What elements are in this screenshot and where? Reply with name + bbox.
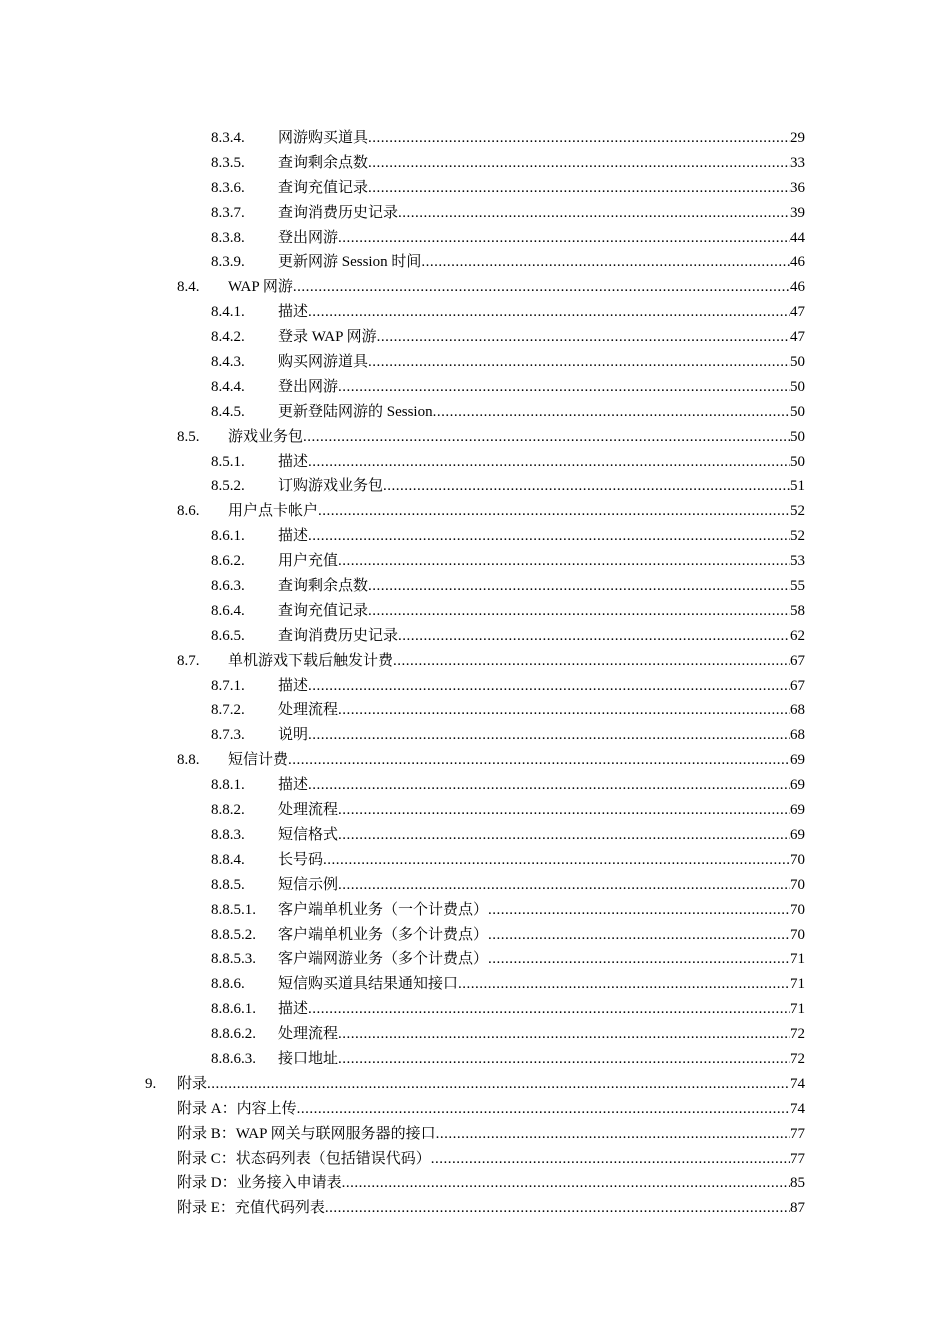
toc-entry-title[interactable]: 登出网游 [278,229,339,246]
toc-entry-page-number[interactable]: 55 [790,578,805,595]
dot-leader [308,773,790,798]
toc-entry-line[interactable] [278,549,805,574]
dot-leader [398,201,790,226]
toc-entry-page-number[interactable]: 69 [790,777,805,794]
toc-entry-page-number[interactable]: 46 [790,254,805,271]
toc-entry-title[interactable]: 更新网游 Session 时间 [278,254,422,271]
toc-entry[interactable] [0,425,950,450]
dot-leader [303,425,790,450]
dot-leader [377,325,790,350]
toc-entry-title[interactable]: 网游购买道具 [278,130,369,146]
toc-entry-number: 8.4.3. [211,354,245,371]
toc-entry[interactable] [0,549,950,574]
toc-entry-page-number[interactable]: 50 [790,403,805,420]
toc-entry[interactable] [0,898,950,923]
toc-entry-number: 8.4. [177,279,200,296]
toc-entry-title[interactable]: 描述 [278,1001,309,1018]
toc-entry-page-number[interactable]: 52 [790,503,805,520]
toc-entry-number: 8.8.5. [211,876,245,893]
toc-entry[interactable] [0,1022,950,1047]
toc-entry[interactable] [0,798,950,823]
toc-entry-title[interactable]: 游戏业务包 [228,428,304,445]
toc-entry-title[interactable]: 登录 WAP 网游 [278,329,377,346]
dot-leader [436,1122,790,1147]
dot-leader [338,873,790,898]
toc-entry-number: 8.8.3. [211,826,245,843]
toc-entry-number: 8.6.5. [211,627,245,644]
toc-entry-title[interactable]: 查询充值记录 [278,602,369,619]
toc-entry-number: 8.8.2. [211,802,245,819]
dot-leader [488,923,790,948]
toc-entry-number: 8.3.7. [211,204,245,221]
toc-entry-page-number[interactable]: 58 [790,602,805,619]
dot-leader [318,499,790,524]
toc-entry[interactable] [0,947,950,972]
toc-entry-line[interactable] [278,450,805,475]
toc-entry-title[interactable]: 附录 [177,1075,208,1092]
toc-entry-title[interactable]: 短信格式 [278,826,339,843]
toc-entry-page-number[interactable]: 70 [790,901,805,918]
dot-leader [338,698,790,723]
toc-entry-number: 9. [145,1075,157,1092]
toc-entry-page-number[interactable]: 47 [790,329,805,346]
toc-entry-page-number[interactable]: 68 [790,727,805,744]
toc-entry-line[interactable] [278,375,805,400]
toc-entry-page-number[interactable]: 71 [790,1001,805,1018]
toc-entry-number: 8.8.6. [211,976,245,993]
toc-entry-page-number[interactable]: 72 [790,1026,805,1043]
toc-entry[interactable] [0,923,950,948]
toc-entry-line[interactable] [278,898,805,923]
dot-leader [338,798,790,823]
toc-entry-title[interactable]: 短信示例 [278,876,339,893]
toc-entry-title[interactable]: 查询充值记录 [278,179,369,196]
toc-entry-line[interactable] [278,599,805,624]
dot-leader [368,574,790,599]
toc-entry[interactable] [0,599,950,624]
toc-entry-number: 8.6.3. [211,578,245,595]
toc-entry-page-number[interactable]: 33 [790,154,805,171]
toc-entry-line[interactable] [278,201,805,226]
toc-entry-page-number[interactable]: 62 [790,627,805,644]
toc-entry-number: 8.8.1. [211,777,245,794]
toc-entry-title[interactable]: 查询剩余点数 [278,154,369,171]
toc-entry-title[interactable]: 描述 [278,528,309,545]
toc-entry-page-number[interactable]: 71 [790,951,805,968]
toc-entry-title[interactable]: 购买网游道具 [278,354,369,371]
toc-entry-title[interactable]: 查询剩余点数 [278,578,369,595]
toc-entry-number: 8.7.3. [211,727,245,744]
toc-entry-number: 8.5. [177,428,200,445]
toc-entry-title[interactable]: 附录 D：业务接入申请表 [177,1175,342,1192]
toc-entry-number: 8.6.4. [211,602,245,619]
toc-entry-page-number[interactable]: 70 [790,926,805,943]
dot-leader [368,176,790,201]
toc-entry[interactable] [0,1147,950,1172]
toc-entry-number: 8.8.5.2. [211,926,256,943]
dot-leader [368,126,790,151]
toc-entry-page-number[interactable]: 74 [790,1075,805,1092]
toc-entry-title[interactable]: 客户端单机业务（多个计费点） [278,926,489,943]
toc-entry[interactable] [0,275,950,300]
toc-entry-title[interactable]: 客户端单机业务（一个计费点） [278,901,489,918]
dot-leader [338,1022,790,1047]
dot-leader [308,300,790,325]
toc-entry-line[interactable] [177,1147,805,1172]
toc-entry-number: 8.6.1. [211,528,245,545]
toc-entry-line[interactable] [177,1097,805,1122]
toc-entry-page-number[interactable]: 69 [790,802,805,819]
toc-entry-number: 8.8. [177,752,200,769]
toc-entry-line[interactable] [278,524,805,549]
toc-entry-line[interactable] [278,151,805,176]
toc-entry-title[interactable]: 短信购买道具结果通知接口 [278,976,459,993]
toc-entry-title[interactable]: WAP 网游 [228,279,293,296]
toc-entry-title[interactable]: 查询消费历史记录 [278,204,399,221]
dot-leader [383,474,790,499]
toc-entry-number: 8.3.5. [211,154,245,171]
toc-entry-line[interactable] [228,275,805,300]
toc-entry[interactable] [0,176,950,201]
toc-entry-line[interactable] [278,698,805,723]
toc-entry[interactable] [0,1047,950,1072]
toc-entry-line[interactable] [278,798,805,823]
toc-entry[interactable] [0,823,950,848]
toc-entry-title[interactable]: 客户端网游业务（多个计费点） [278,951,489,968]
toc-entry-line[interactable] [278,848,805,873]
toc-entry-title[interactable]: 附录 B：WAP 网关与联网服务器的接口 [177,1125,436,1142]
toc-entry-line[interactable] [278,1022,805,1047]
toc-entry-line[interactable] [278,226,805,251]
toc-entry-page-number[interactable]: 39 [790,204,805,221]
toc-entry-title[interactable]: 处理流程 [278,1026,339,1043]
toc-entry-page-number[interactable]: 87 [790,1200,805,1217]
toc-entry[interactable] [0,375,950,400]
toc-entry[interactable] [0,1122,950,1147]
toc-entry-page-number[interactable]: 53 [790,553,805,570]
toc-entry-line[interactable] [278,126,805,151]
toc-entry[interactable] [0,226,950,251]
toc-entry-title[interactable]: 登出网游 [278,378,339,395]
toc-entry-number: 8.8.5.3. [211,951,256,968]
toc-entry-number: 8.4.4. [211,378,245,395]
toc-entry-line[interactable] [278,300,805,325]
toc-entry-line[interactable] [228,499,805,524]
toc-entry-line[interactable] [278,474,805,499]
toc-entry[interactable] [0,1072,950,1097]
toc-entry[interactable] [0,698,950,723]
toc-entry-line[interactable] [278,947,805,972]
dot-leader [297,1097,790,1122]
toc-entry-title[interactable]: 更新登陆网游的 Session [278,403,433,420]
dot-leader [308,674,790,699]
toc-entry[interactable] [0,151,950,176]
toc-entry-number: 8.8.6.2. [211,1026,256,1043]
toc-entry-number: 8.4.2. [211,329,245,346]
toc-entry-line[interactable] [177,1122,805,1147]
toc-entry-page-number[interactable]: 36 [790,179,805,196]
toc-entry-page-number[interactable]: 50 [790,378,805,395]
toc-entry-line[interactable] [278,923,805,948]
toc-entry-page-number[interactable]: 50 [790,453,805,470]
toc-entry-page-number[interactable]: 72 [790,1050,805,1067]
dot-leader [308,450,790,475]
toc-entry[interactable] [0,325,950,350]
toc-entry-number: 8.8.6.3. [211,1050,256,1067]
toc-entry-line[interactable] [278,624,805,649]
toc-entry[interactable] [0,748,950,773]
dot-leader [323,848,790,873]
toc-entry-title[interactable]: 短信计费 [228,752,289,769]
toc-entry-number: 8.5.1. [211,453,245,470]
dot-leader [207,1072,790,1097]
toc-entry-title[interactable]: 描述 [278,304,309,321]
toc-entry-page-number[interactable]: 29 [790,130,805,146]
toc-entry-number: 8.6.2. [211,553,245,570]
toc-entry-number: 8.7. [177,652,200,669]
dot-leader [368,151,790,176]
toc-entry-line[interactable] [228,425,805,450]
toc-entry-line[interactable] [177,1171,805,1196]
toc-entry-title[interactable]: 查询消费历史记录 [278,627,399,644]
dot-leader [325,1196,790,1221]
toc-entry-title[interactable]: 附录 E：充值代码列表 [177,1200,325,1217]
toc-entry[interactable] [0,997,950,1022]
toc-entry-line[interactable] [278,574,805,599]
toc-entry[interactable] [0,350,950,375]
toc-entry-title[interactable]: 描述 [278,777,309,794]
toc-entry-page-number[interactable]: 77 [790,1125,805,1142]
toc-entry-line[interactable] [278,325,805,350]
toc-entry[interactable] [0,848,950,873]
toc-entry-page-number[interactable]: 50 [790,428,805,445]
dot-leader [338,375,790,400]
toc-entry-page-number[interactable]: 71 [790,976,805,993]
toc-entry-title[interactable]: 接口地址 [278,1050,339,1067]
toc-entry[interactable] [0,873,950,898]
toc-entry[interactable] [0,773,950,798]
toc-entry[interactable] [0,126,950,151]
toc-entry[interactable] [0,250,950,275]
dot-leader [368,350,790,375]
dot-leader [398,624,790,649]
toc-entry-number: 8.4.5. [211,403,245,420]
toc-entry[interactable] [0,674,950,699]
toc-entry-title[interactable]: 单机游戏下载后触发计费 [228,652,394,669]
dot-leader [458,972,790,997]
toc-entry[interactable] [0,972,950,997]
toc-entry[interactable] [0,474,950,499]
toc-entry-page-number[interactable]: 52 [790,528,805,545]
dot-leader [368,599,790,624]
toc-entry-line[interactable] [278,350,805,375]
toc-entry[interactable] [0,450,950,475]
toc-entry-page-number[interactable]: 85 [790,1175,805,1192]
table-of-contents [0,126,950,1221]
dot-leader [338,226,790,251]
toc-entry-page-number[interactable]: 50 [790,354,805,371]
toc-entry[interactable] [0,574,950,599]
dot-leader [421,250,790,275]
toc-entry-number: 8.5.2. [211,478,245,495]
dot-leader [393,649,790,674]
toc-entry-line[interactable] [278,1047,805,1072]
toc-entry-line[interactable] [177,1196,805,1221]
toc-entry[interactable] [0,201,950,226]
dot-leader [338,1047,790,1072]
toc-entry-title[interactable]: 订购游戏业务包 [278,478,384,495]
toc-entry-page-number[interactable]: 67 [790,677,805,694]
dot-leader [288,748,790,773]
toc-entry-title[interactable]: 描述 [278,677,309,694]
dot-leader [293,275,790,300]
toc-entry-line[interactable] [177,1072,805,1097]
toc-entry-line[interactable] [278,176,805,201]
toc-entry-title[interactable]: 处理流程 [278,702,339,719]
toc-entry[interactable] [0,524,950,549]
toc-entry-page-number[interactable]: 68 [790,702,805,719]
toc-entry[interactable] [0,1097,950,1122]
toc-entry-line[interactable] [278,997,805,1022]
toc-entry-title[interactable]: 说明 [278,727,309,744]
toc-entry[interactable] [0,1196,950,1221]
dot-leader [308,997,790,1022]
toc-entry[interactable] [0,624,950,649]
toc-entry-line[interactable] [278,400,805,425]
toc-entry-line[interactable] [278,773,805,798]
toc-entry-page-number[interactable]: 70 [790,876,805,893]
toc-entry-number: 8.3.4. [211,130,245,146]
toc-entry-page-number[interactable]: 69 [790,826,805,843]
dot-leader [342,1171,790,1196]
toc-entry-number: 8.3.6. [211,179,245,196]
toc-entry-number: 8.8.4. [211,851,245,868]
toc-entry-page-number[interactable]: 51 [790,478,805,495]
toc-entry[interactable] [0,1171,950,1196]
dot-leader [308,524,790,549]
dot-leader [338,549,790,574]
toc-entry-title[interactable]: 附录 C：状态码列表（包括错误代码） [177,1150,431,1167]
toc-entry-page-number[interactable]: 47 [790,304,805,321]
toc-entry-page-number[interactable]: 67 [790,652,805,669]
toc-entry-page-number[interactable]: 44 [790,229,805,246]
dot-leader [433,400,790,425]
dot-leader [488,898,790,923]
toc-entry-title[interactable]: 附录 A：内容上传 [177,1100,297,1117]
toc-entry-line[interactable] [278,674,805,699]
toc-entry-number: 8.8.5.1. [211,901,256,918]
toc-entry-line[interactable] [278,723,805,748]
dot-leader [431,1147,790,1172]
toc-entry-line[interactable] [278,972,805,997]
dot-leader [488,947,790,972]
toc-entry-page-number[interactable]: 46 [790,279,805,296]
toc-entry-title[interactable]: 长号码 [278,851,324,868]
toc-entry-title[interactable]: 描述 [278,453,309,470]
toc-entry-page-number[interactable]: 74 [790,1100,805,1117]
toc-entry-number: 8.6. [177,503,200,520]
toc-entry[interactable] [0,300,950,325]
toc-entry-number: 8.7.1. [211,677,245,694]
toc-entry-number: 8.7.2. [211,702,245,719]
dot-leader [338,823,790,848]
toc-entry-page-number[interactable]: 77 [790,1150,805,1167]
toc-entry-number: 8.4.1. [211,304,245,321]
toc-entry-title[interactable]: 用户点卡帐户 [228,503,319,520]
toc-entry-number: 8.3.9. [211,254,245,271]
toc-entry[interactable] [0,723,950,748]
dot-leader [308,723,790,748]
toc-entry-page-number[interactable]: 69 [790,752,805,769]
toc-entry-line[interactable] [228,748,805,773]
toc-entry-line[interactable] [278,250,805,275]
toc-entry-title[interactable]: 处理流程 [278,802,339,819]
toc-entry[interactable] [0,400,950,425]
toc-entry[interactable] [0,649,950,674]
toc-entry-line[interactable] [278,823,805,848]
toc-entry-page-number[interactable]: 70 [790,851,805,868]
toc-entry-line[interactable] [228,649,805,674]
toc-entry-title[interactable]: 用户充值 [278,553,339,570]
toc-entry-line[interactable] [278,873,805,898]
toc-entry-number: 8.8.6.1. [211,1001,256,1018]
toc-entry[interactable] [0,499,950,524]
toc-entry-number: 8.3.8. [211,229,245,246]
